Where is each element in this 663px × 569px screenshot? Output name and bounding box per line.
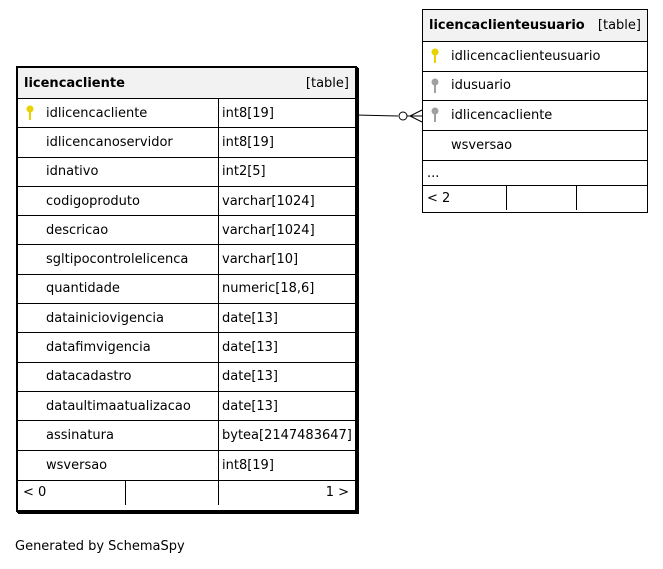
more-columns-ellipsis: ... [423, 160, 647, 185]
key-cell [18, 128, 42, 156]
table-header [18, 68, 355, 99]
column-row[interactable] [423, 101, 647, 131]
table-footer [18, 480, 355, 505]
crows-foot-marker [407, 110, 422, 122]
table-footer [423, 185, 647, 210]
key-cell [423, 42, 447, 71]
column-name: datacadastro [46, 369, 132, 385]
column-row[interactable] [18, 333, 355, 362]
column-list [18, 99, 355, 480]
column-row[interactable] [18, 363, 355, 392]
foreign-key-icon [430, 78, 440, 94]
column-name: idnativo [46, 164, 99, 180]
key-cell [18, 304, 42, 332]
column-name: idlicencanoservidor [46, 134, 173, 150]
key-cell [18, 187, 42, 215]
footer-left-count: < 0 [18, 481, 126, 505]
column-type: date[13] [218, 392, 355, 420]
column-row[interactable] [18, 421, 355, 450]
table-header [423, 10, 647, 42]
column-name: wsversao [46, 457, 108, 473]
column-name: idlicencaclienteusuario [451, 48, 601, 64]
table-licencaclienteusuario[interactable] [422, 9, 648, 213]
key-cell [18, 363, 42, 391]
key-cell [18, 216, 42, 244]
column-name: codigoproduto [46, 193, 140, 209]
column-type: int8[19] [218, 451, 355, 480]
column-name: datainiciovigencia [46, 310, 164, 326]
table-kind-label: [table] [597, 18, 641, 33]
table-name: licencaclienteusuario [429, 18, 585, 33]
column-name: idusuario [451, 78, 511, 94]
footer-right-count: 1 > [325, 485, 349, 501]
column-name: quantidade [46, 281, 120, 297]
primary-key-icon [25, 105, 35, 121]
column-type: varchar[1024] [218, 187, 355, 215]
column-row[interactable] [18, 128, 355, 157]
column-name: sgltipocontrolelicenca [46, 252, 189, 268]
footer-middle-cell [126, 481, 219, 505]
column-name: descricao [46, 222, 109, 238]
column-type: varchar[10] [218, 245, 355, 273]
key-cell [18, 245, 42, 273]
key-cell [18, 333, 42, 361]
column-name: idlicencacliente [451, 107, 553, 123]
table-kind-label: [table] [305, 75, 349, 91]
column-type: bytea[2147483647] [218, 421, 355, 449]
column-type: int2[5] [218, 158, 355, 186]
generated-by-caption: Generated by SchemaSpy [15, 539, 185, 554]
column-type: numeric[18,6] [218, 275, 355, 303]
column-row[interactable] [423, 42, 647, 72]
table-licencacliente[interactable] [16, 66, 357, 512]
column-row[interactable] [18, 392, 355, 421]
footer-middle-cell [507, 186, 577, 210]
column-row[interactable] [18, 216, 355, 245]
footer-left-count: < 2 [423, 186, 507, 210]
column-list [423, 42, 647, 160]
column-name: datafimvigencia [46, 340, 151, 356]
key-cell [18, 451, 42, 480]
key-cell [423, 101, 447, 130]
column-type: varchar[1024] [218, 216, 355, 244]
column-row[interactable] [18, 99, 355, 128]
key-cell [423, 72, 447, 101]
column-row[interactable] [18, 158, 355, 187]
column-row[interactable] [18, 245, 355, 274]
key-cell [18, 158, 42, 186]
key-cell [18, 99, 42, 127]
column-type: int8[19] [218, 99, 355, 127]
column-row[interactable] [18, 187, 355, 216]
column-name: idlicencacliente [46, 105, 148, 121]
relationship-line [356, 115, 398, 116]
column-row[interactable] [423, 131, 647, 161]
table-name: licencacliente [24, 75, 125, 91]
column-row[interactable] [18, 275, 355, 304]
primary-key-icon [430, 48, 440, 64]
column-row[interactable] [18, 451, 355, 480]
column-type: date[13] [218, 363, 355, 391]
column-type: int8[19] [218, 128, 355, 156]
column-type: date[13] [218, 304, 355, 332]
column-name: dataultimaatualizacao [46, 398, 191, 414]
key-cell [18, 392, 42, 420]
column-row[interactable] [423, 72, 647, 102]
column-type: date[13] [218, 333, 355, 361]
column-name: wsversao [451, 137, 513, 153]
key-cell [423, 131, 447, 161]
foreign-key-icon [430, 107, 440, 123]
key-cell [18, 421, 42, 449]
zero-cardinality-marker [399, 112, 407, 120]
key-cell [18, 275, 42, 303]
column-name: assinatura [46, 427, 114, 443]
footer-right-cell [577, 186, 647, 210]
column-row[interactable] [18, 304, 355, 333]
